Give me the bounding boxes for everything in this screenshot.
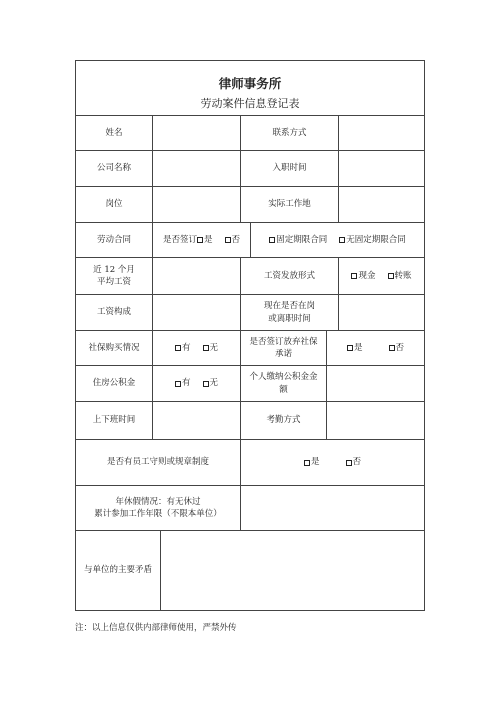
checkbox-icon: [175, 381, 181, 387]
wage-structure-field[interactable]: [152, 295, 240, 330]
waiver-line2: 承诺: [274, 349, 292, 359]
employment-status-field[interactable]: [338, 295, 424, 330]
row-dispute: [76, 531, 424, 610]
checkbox-icon: [339, 237, 345, 243]
row-social-insurance: [76, 331, 424, 366]
housing-fund-cell: [152, 366, 240, 401]
housing-none-label: 无: [209, 378, 219, 389]
personal-fund-line2: 额: [279, 384, 288, 395]
waiver-cell: [326, 331, 424, 365]
checkbox-icon: [225, 237, 231, 243]
contact-field[interactable]: [338, 116, 424, 150]
dispute-label: 与单位的主要矛盾: [83, 565, 152, 576]
checkbox-icon: [389, 345, 395, 351]
housing-fund-label: 住房公积金: [92, 378, 136, 389]
status-line2: 或离职时间: [268, 313, 311, 324]
registration-form: [75, 60, 425, 611]
pay-method-cell: [338, 258, 424, 294]
rules-no-option[interactable]: [346, 456, 362, 468]
leave-line2: 累计参加工作年限（不限本单位）: [94, 509, 222, 519]
hire-date-label: 入职时间: [240, 151, 338, 186]
pay-cash-label: 现金: [358, 270, 376, 281]
waiver-no-label: 否: [395, 342, 405, 353]
position-label: 岗位: [105, 199, 123, 210]
annual-leave-label: [76, 486, 240, 530]
social-has-label: 有: [181, 342, 191, 353]
hire-date-field[interactable]: [338, 151, 424, 186]
contract-yes-option[interactable]: [197, 234, 213, 246]
pay-method-label: 工资发放形式: [240, 258, 338, 294]
waiver-label: [240, 331, 326, 365]
row-wage-structure: [76, 295, 424, 331]
contract-signed-cell: [152, 223, 250, 257]
rules-no-label: 否: [352, 457, 362, 468]
footer-note: 注：以上信息仅供内部律师使用，严禁外传: [75, 623, 237, 633]
pay-cash-option[interactable]: [351, 270, 375, 282]
workplace-field[interactable]: [338, 187, 424, 222]
dispute-field[interactable]: [160, 531, 424, 610]
row-contract: [76, 223, 424, 258]
wage-structure-label: 工资构成: [96, 307, 131, 318]
avg-wage-line2: 平均工资: [96, 277, 131, 287]
row-position: [76, 187, 424, 223]
social-none-option[interactable]: [203, 342, 219, 354]
rules-yes-label: 是: [310, 457, 320, 468]
form-header: [76, 61, 424, 116]
checkbox-icon: [351, 273, 357, 279]
housing-has-option[interactable]: [175, 377, 191, 389]
contract-signed-text: 是否签订: [162, 234, 197, 245]
waiver-no-option[interactable]: [389, 342, 405, 354]
waiver-line1: 是否签订放弃社保: [249, 336, 318, 347]
checkbox-icon: [347, 345, 353, 351]
checkbox-icon: [175, 345, 181, 351]
contract-label: 劳动合同: [96, 234, 131, 245]
housing-has-label: 有: [181, 378, 191, 389]
housing-none-option[interactable]: [203, 377, 219, 389]
name-field[interactable]: [152, 116, 240, 150]
checkbox-icon: [304, 460, 310, 466]
contract-yes-label: 是: [203, 234, 213, 245]
rules-cell: [240, 440, 424, 485]
row-wage: [76, 258, 424, 295]
row-name: [76, 116, 424, 151]
checkbox-icon: [203, 345, 209, 351]
rules-yes-option[interactable]: [304, 456, 320, 468]
contract-no-label: 否: [231, 234, 241, 245]
fixed-term-label: 固定期限合同: [276, 234, 328, 245]
social-has-option[interactable]: [175, 342, 191, 354]
avg-wage-line1: 近 12 个月: [93, 264, 135, 275]
avg-wage-field[interactable]: [152, 258, 240, 294]
company-field[interactable]: [152, 151, 240, 186]
leave-line1: 年休假情况：有无休过: [115, 496, 201, 507]
status-line1: 现在是否在岗: [263, 301, 315, 312]
personal-fund-field[interactable]: [326, 366, 424, 401]
pay-transfer-option[interactable]: [388, 270, 412, 282]
rules-label: 是否有员工守则或规章制度: [106, 457, 209, 468]
fixed-term-option[interactable]: [269, 234, 327, 246]
work-hours-label: 上下班时间: [92, 415, 136, 426]
checkbox-icon: [269, 237, 275, 243]
company-label: 公司名称: [96, 163, 131, 174]
form-subtitle: 劳动案件信息登记表: [200, 97, 300, 110]
checkbox-icon: [346, 460, 352, 466]
contract-no-option[interactable]: [225, 234, 241, 246]
firm-title: 律师事务所: [218, 76, 282, 91]
row-housing-fund: [76, 366, 424, 402]
social-insurance-cell: [152, 331, 240, 365]
row-work-hours: [76, 402, 424, 440]
open-term-label: 无固定期限合同: [346, 234, 406, 245]
name-label: 姓名: [105, 127, 123, 138]
waiver-yes-label: 是: [353, 342, 363, 353]
workplace-label: 实际工作地: [240, 187, 338, 222]
contract-type-cell: [250, 223, 424, 257]
personal-fund-line1: 个人缴纳公积金金: [249, 372, 318, 383]
row-company: [76, 151, 424, 187]
checkbox-icon: [197, 237, 203, 243]
annual-leave-field[interactable]: [240, 486, 424, 530]
contact-label: 联系方式: [240, 116, 338, 150]
avg-wage-label: [76, 258, 152, 294]
row-rules: [76, 440, 424, 486]
checkbox-icon: [203, 381, 209, 387]
attendance-label: 考勤方式: [240, 402, 326, 439]
checkbox-icon: [388, 273, 394, 279]
work-hours-field[interactable]: [152, 402, 240, 439]
social-none-label: 无: [209, 342, 219, 353]
position-field[interactable]: [152, 187, 240, 222]
pay-transfer-label: 转账: [394, 270, 412, 281]
open-term-option[interactable]: [339, 234, 406, 246]
employment-status-label: [240, 295, 338, 330]
personal-fund-label: [240, 366, 326, 401]
waiver-yes-option[interactable]: [347, 342, 363, 354]
social-insurance-label: 社保购买情况: [88, 342, 140, 353]
row-annual-leave: [76, 486, 424, 531]
attendance-field[interactable]: [326, 402, 424, 439]
